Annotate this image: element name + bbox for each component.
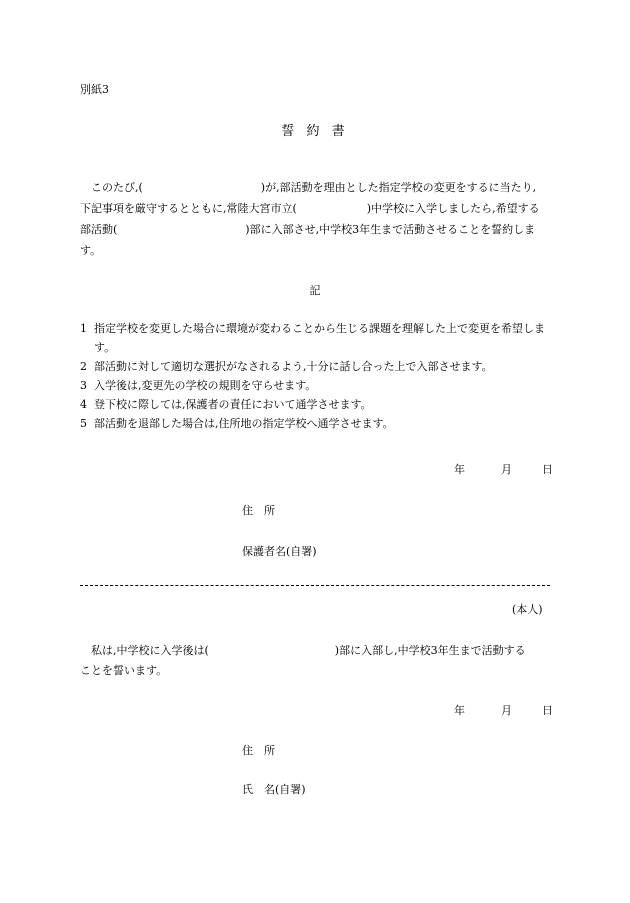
student-name-label: 氏 名(自署) [242, 783, 306, 796]
document-title: 誓 約 書 [281, 124, 349, 139]
pledge-items-list [80, 319, 552, 433]
guardian-name-label: 保護者名(自署) [242, 545, 317, 558]
pledge-line-3: 部活動( )部に入部させ,中学校3年生まで活動させることを誓約しま [80, 223, 536, 236]
list-item: 4 登下校に際しては,保護者の責任において通学させます。 [80, 398, 372, 411]
pledge-paragraph [80, 177, 552, 261]
guardian-address-label: 住 所 [242, 504, 275, 517]
student-address-label: 住 所 [242, 744, 275, 757]
student-pledge-line-2: ことを誓います。 [80, 664, 168, 677]
student-date-line: 年 月 日 [454, 704, 553, 717]
list-item: 2 部活動に対して適切な選択がなされるよう,十分に話し合った上で入部させます。 [80, 360, 493, 373]
ki-heading: 記 [309, 284, 321, 297]
pledge-line-4: す。 [80, 244, 102, 257]
pledge-line-2: 下記事項を厳守するとともに,常陸大宮市立( )中学校に入学しましたら,希望する [80, 202, 540, 215]
self-label: (本人) [512, 603, 543, 616]
list-item: 1 指定学校を変更した場合に環境が変わることから生じる課題を理解した上で変更を希望しま す。 [80, 322, 545, 354]
guardian-date-line: 年 月 日 [454, 463, 553, 476]
list-item: 3 入学後は,変更先の学校の規則を守らせます。 [80, 379, 317, 392]
student-pledge-paragraph [80, 641, 552, 681]
cut-line-divider [80, 585, 550, 586]
list-item: 5 部活動を退部した場合は,住所地の指定学校へ通学させます。 [80, 417, 394, 430]
annex-label: 別紙3 [80, 83, 109, 96]
student-pledge-line-1: 私は,中学校に入学後は( )部に入部し,中学校3年生まで活動する [91, 644, 526, 657]
pledge-line-1: このたび,( )が,部活動を理由とした指定学校の変更をするに当たり, [91, 181, 537, 194]
